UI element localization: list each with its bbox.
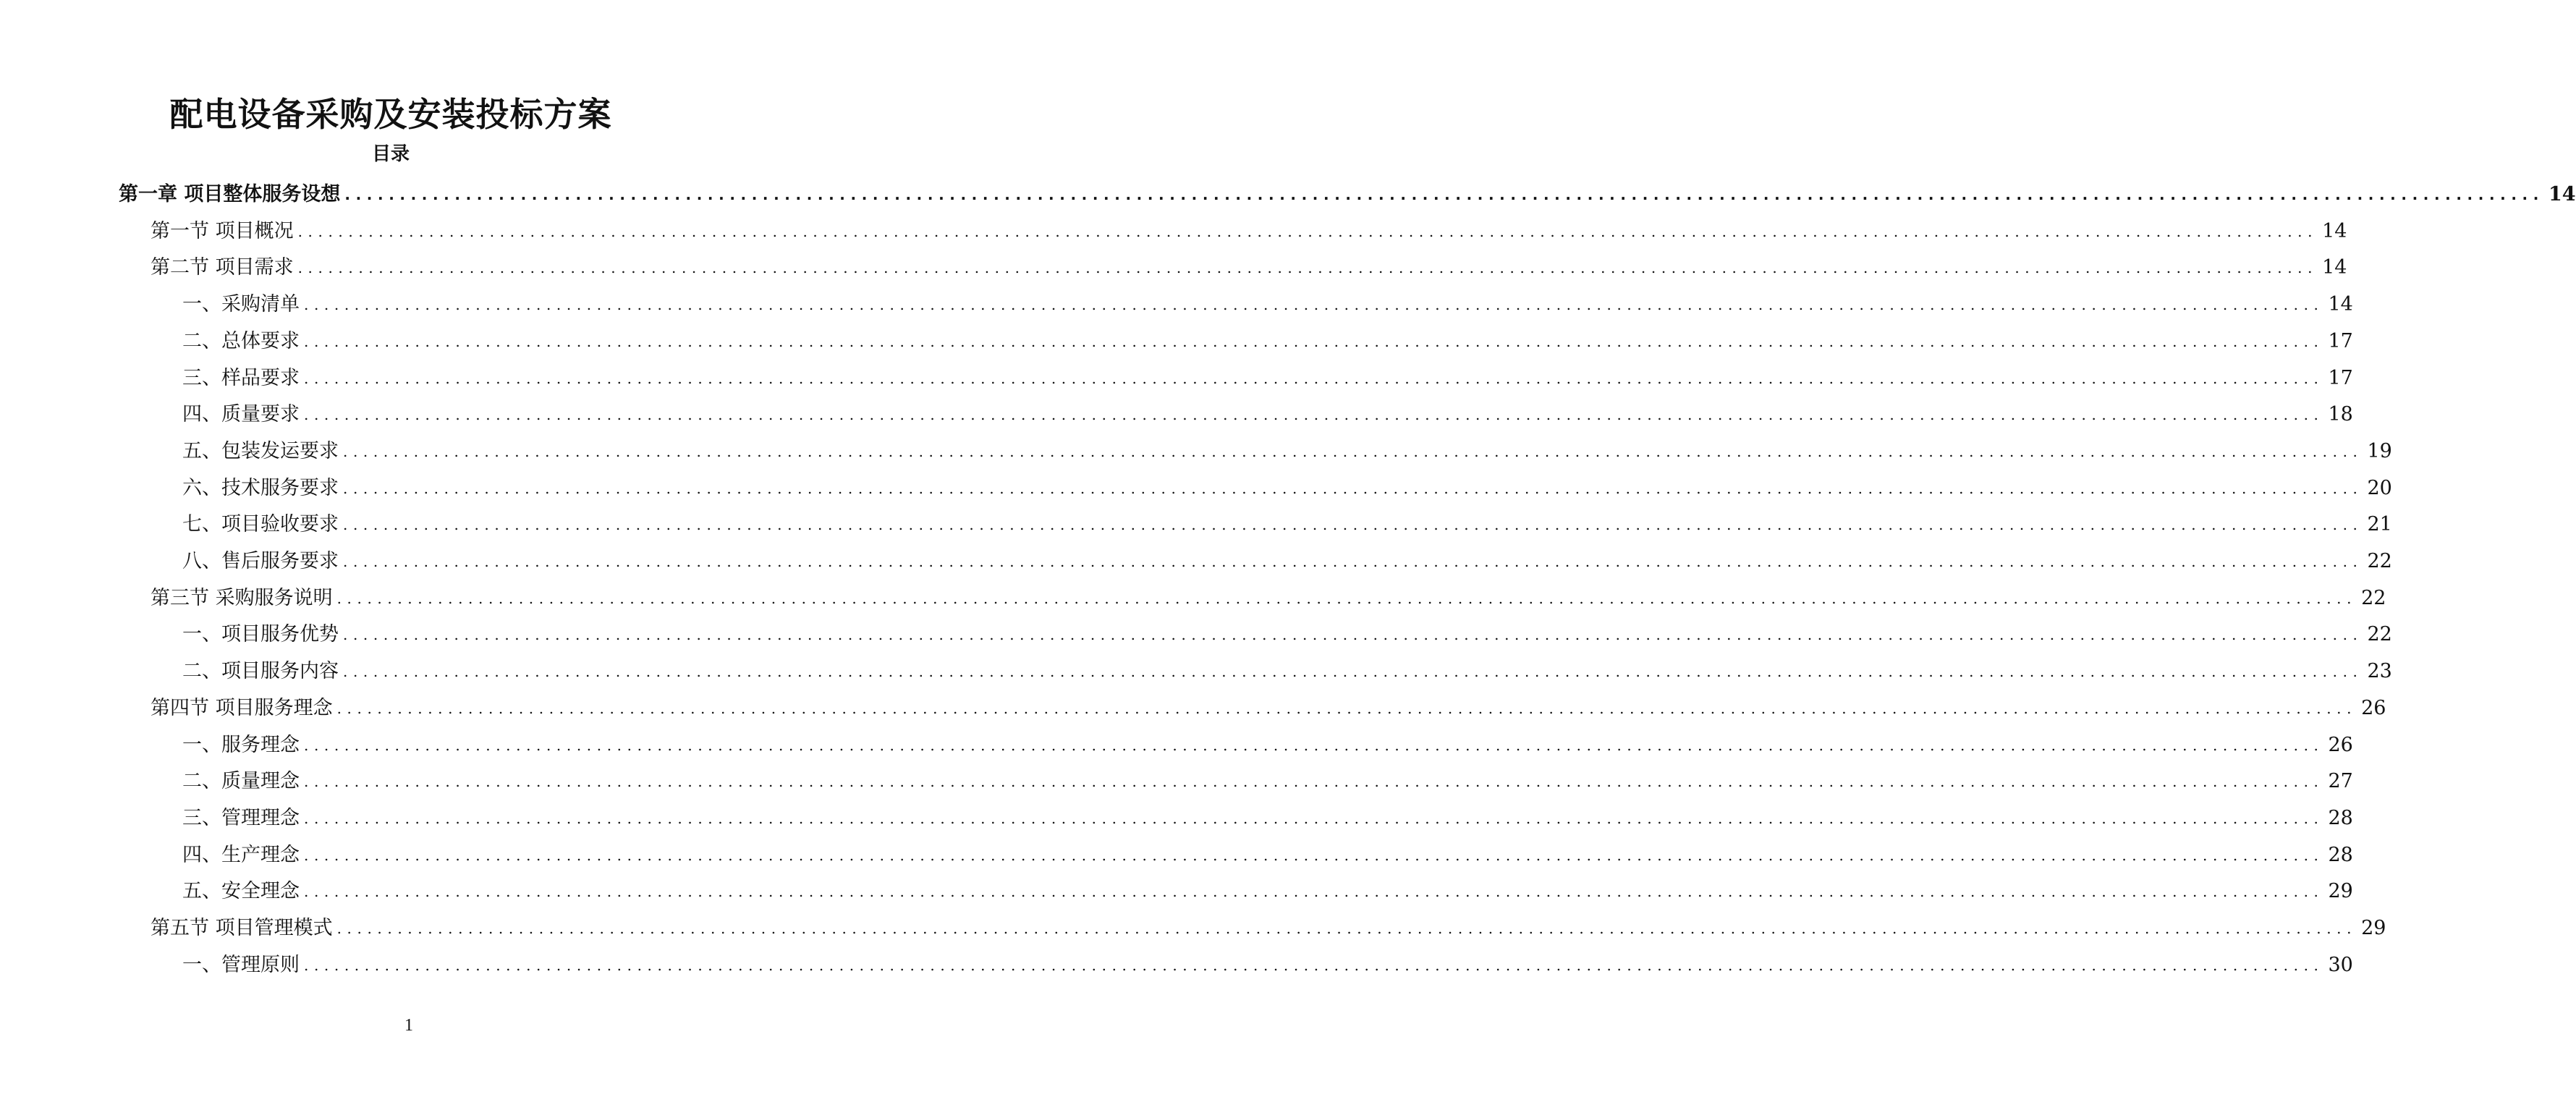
toc-entry[interactable]	[151, 213, 2347, 250]
toc-dot-leader: ........................................................................................................................................................................................................	[343, 663, 2363, 681]
toc-entry-title: 第二节 项目需求	[151, 256, 294, 279]
toc-entry-page: 19	[2367, 439, 2392, 462]
toc-entry[interactable]	[119, 177, 2576, 213]
toc-entry-title: 三、管理理念	[182, 806, 300, 829]
toc-entry-title: 二、项目服务内容	[182, 660, 339, 683]
toc-entry-title: 第三节 采购服务说明	[151, 586, 333, 609]
toc-entry-page: 23	[2367, 660, 2392, 683]
toc-entry-page: 22	[2361, 586, 2386, 609]
toc-entry-page: 14	[2548, 183, 2576, 206]
toc-dot-leader: ........................................................................................................................................................................................................	[297, 259, 2318, 277]
toc-entry[interactable]	[182, 763, 2353, 800]
toc-dot-leader: ........................................................................................................................................................................................................	[297, 222, 2318, 240]
toc-entry[interactable]	[182, 433, 2392, 470]
toc-entry-page: 20	[2367, 476, 2392, 499]
toc-dot-leader: ........................................................................................................................................................................................................	[343, 516, 2363, 534]
toc-dot-leader: ........................................................................................................................................................................................................	[343, 442, 2363, 460]
toc-entry[interactable]	[182, 947, 2353, 983]
toc-entry-title: 五、安全理念	[182, 880, 300, 903]
toc-entry-title: 一、项目服务优势	[182, 623, 339, 646]
toc-entry-page: 22	[2367, 623, 2392, 646]
toc-entry[interactable]	[182, 470, 2392, 507]
toc-entry-page: 30	[2328, 953, 2353, 976]
toc-entry-page: 29	[2328, 880, 2353, 903]
toc-entry-title: 二、总体要求	[182, 329, 300, 352]
toc-entry-title: 七、项目验收要求	[182, 513, 339, 536]
toc-entry-page: 28	[2328, 843, 2353, 866]
toc-dot-leader: ........................................................................................................................................................................................................	[304, 956, 2324, 974]
toc-dot-leader: ........................................................................................................................................................................................................	[304, 332, 2324, 350]
toc-dot-leader: ........................................................................................................................................................................................................	[343, 479, 2363, 497]
toc-entry-title: 三、样品要求	[182, 366, 300, 389]
toc-entry[interactable]	[182, 543, 2392, 580]
toc-entry-page: 28	[2328, 806, 2353, 829]
toc-entry[interactable]	[182, 360, 2353, 397]
toc-dot-leader: ........................................................................................................................................................................................................	[304, 809, 2324, 827]
toc-entry-page: 14	[2322, 219, 2347, 242]
toc-dot-leader: ........................................................................................................................................................................................................	[343, 553, 2363, 570]
toc-dot-leader: ........................................................................................................................................................................................................	[336, 920, 2357, 937]
toc-entry[interactable]	[151, 910, 2386, 947]
toc-entry[interactable]	[182, 397, 2353, 433]
toc-entry-page: 14	[2328, 293, 2353, 316]
toc-entry-page: 17	[2328, 329, 2353, 352]
toc-dot-leader: ........................................................................................................................................................................................................	[304, 369, 2324, 387]
toc-entry-title: 一、采购清单	[182, 293, 300, 316]
toc-entry-page: 27	[2328, 770, 2353, 793]
toc-entry-title: 五、包装发运要求	[182, 439, 339, 462]
toc-dot-leader: ........................................................................................................................................................................................................	[336, 589, 2357, 607]
toc-entry-title: 四、生产理念	[182, 843, 300, 866]
toc-entry-page: 14	[2322, 256, 2347, 279]
toc-dot-leader: ........................................................................................................................................................................................................	[344, 186, 2544, 203]
toc-entry[interactable]	[182, 617, 2392, 653]
page-number: 1	[404, 1016, 413, 1035]
toc-entry[interactable]	[182, 727, 2353, 763]
toc-entry-title: 二、质量理念	[182, 770, 300, 793]
toc-entry[interactable]	[182, 287, 2353, 323]
toc-entry-title: 第五节 项目管理模式	[151, 917, 333, 939]
toc-entry[interactable]	[182, 653, 2392, 690]
toc-dot-leader: ........................................................................................................................................................................................................	[304, 883, 2324, 901]
toc-entry-page: 22	[2367, 550, 2392, 572]
toc-entry[interactable]	[182, 873, 2353, 910]
toc-dot-leader: ........................................................................................................................................................................................................	[343, 626, 2363, 644]
toc-entry-title: 第四节 项目服务理念	[151, 696, 333, 719]
toc-entry-title: 一、服务理念	[182, 733, 300, 756]
toc-dot-leader: ........................................................................................................................................................................................................	[304, 406, 2324, 424]
toc-entry-title: 一、管理原则	[182, 953, 300, 976]
toc-entry[interactable]	[151, 580, 2386, 617]
toc-entry-title: 六、技术服务要求	[182, 476, 339, 499]
document-title: 配电设备采购及安装投标方案	[169, 95, 612, 134]
toc-dot-leader: ........................................................................................................................................................................................................	[304, 736, 2324, 754]
toc-entry[interactable]	[151, 690, 2386, 727]
toc-entry-page: 17	[2328, 366, 2353, 389]
toc-entry[interactable]	[182, 323, 2353, 360]
toc-dot-leader: ........................................................................................................................................................................................................	[336, 699, 2357, 717]
toc-entry-title: 第一章 项目整体服务设想	[119, 183, 341, 206]
toc-dot-leader: ........................................................................................................................................................................................................	[304, 296, 2324, 314]
toc-heading: 目录	[371, 143, 410, 165]
toc-dot-leader: ........................................................................................................................................................................................................	[304, 773, 2324, 791]
toc-entry[interactable]	[182, 507, 2392, 543]
toc-dot-leader: ........................................................................................................................................................................................................	[304, 846, 2324, 864]
toc-entry[interactable]	[151, 250, 2347, 286]
toc-entry[interactable]	[182, 837, 2353, 873]
toc-entry-title: 八、售后服务要求	[182, 550, 339, 572]
toc-entry-page: 26	[2328, 733, 2353, 756]
toc-entry[interactable]	[182, 800, 2353, 837]
toc-entry-page: 18	[2328, 403, 2353, 426]
toc-entry-title: 第一节 项目概况	[151, 219, 294, 242]
toc-entry-page: 29	[2361, 917, 2386, 939]
toc-entry-title: 四、质量要求	[182, 403, 300, 426]
toc-entry-page: 26	[2361, 696, 2386, 719]
toc-entry-page: 21	[2367, 513, 2392, 536]
